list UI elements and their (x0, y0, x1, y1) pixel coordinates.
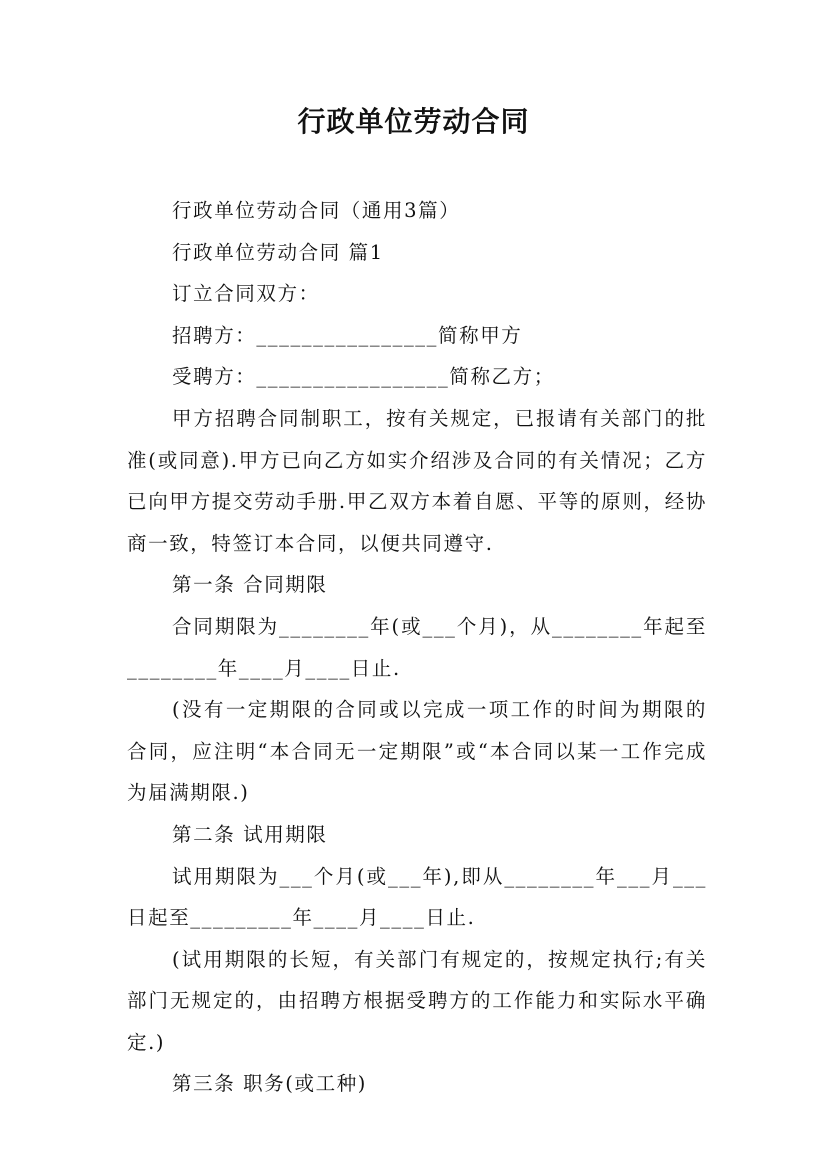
paragraph-employer: 招聘方：________________简称甲方 (172, 323, 523, 347)
paragraph-subtitle: 行政单位劳动合同（通用3篇） (172, 199, 461, 222)
paragraph-parties-intro: 订立合同双方： (172, 282, 320, 306)
article-2-note: (试用期限的长短，有关部门有规定的，按规定执行;有关部门无规定的，由招聘方根据受聘方的工作能力和实际水平确定.) (127, 947, 707, 1054)
document-body (127, 190, 707, 1105)
article-2-heading: 第二条 试用期限 (172, 822, 328, 846)
paragraph-employee: 受聘方：_________________简称乙方； (172, 365, 555, 389)
document-title: 行政单位劳动合同 (297, 105, 530, 138)
article-1-note: (没有一定期限的合同或以完成一项工作的时间为期限的合同，应注明“本合同无一定期限”或“本合同以某一工作完成为届满期限.) (127, 698, 707, 805)
paragraph-section-heading: 行政单位劳动合同 篇1 (172, 240, 384, 264)
article-1-heading: 第一条 合同期限 (172, 573, 328, 597)
paragraph-preamble: 甲方招聘合同制职工，按有关规定，已报请有关部门的批准(或同意).甲方已向乙方如实介绍涉及合同的有关情况；乙方已向甲方提交劳动手册.甲乙双方本着自愿、平等的原则，经协商一致，特签订本合同，以便共同遵守. (127, 406, 707, 555)
article-2-body: 试用期限为___个月(或___年),即从________年___月___日起至_________年____月____日止. (127, 864, 707, 930)
article-1-body: 合同期限为________年(或___个月)，从________年起至________年____月____日止. (127, 614, 707, 680)
article-3-heading: 第三条 职务(或工种) (172, 1072, 368, 1096)
